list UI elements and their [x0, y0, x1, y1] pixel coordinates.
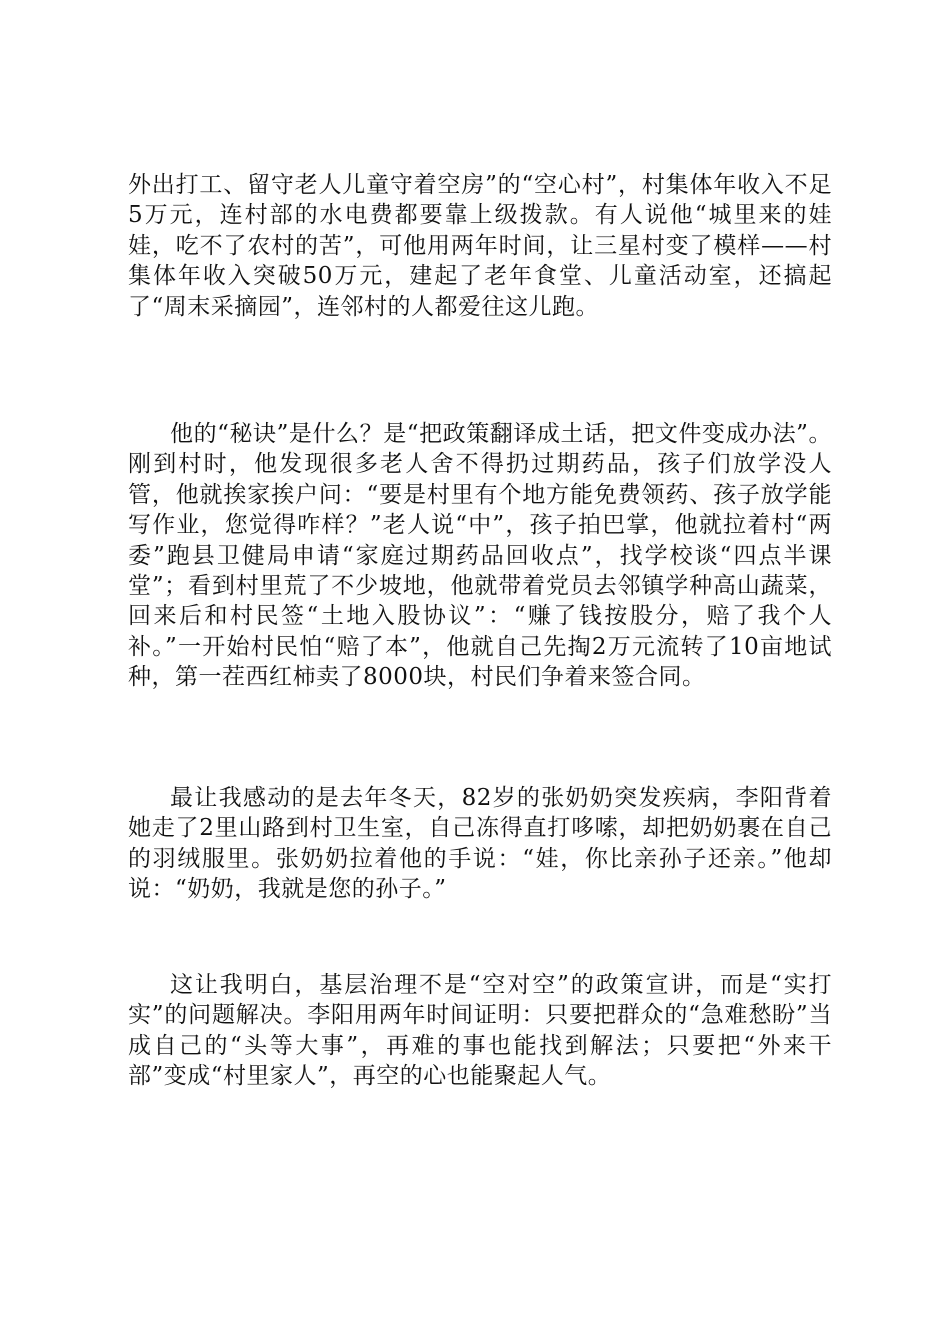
paragraph-1: 外出打工、留守老人儿童守着空房”的“空心村”，村集体年收入不足5万元，连村部的水电费都要靠上级拨款。有人说他“城里来的娃娃，吃不了农村的苦”，可他用两年时间，让三星村变了模样——村集体年收入突破50万元，建起了老年食堂、儿童活动室，还搞起了“周末采摘园”，连邻村的人都爱往这儿跑。	[128, 172, 832, 320]
paragraph-4: 这让我明白，基层治理不是“空对空”的政策宣讲，而是“实打实”的问题解决。李阳用两年时间证明：只要把群众的“急难愁盼”当成自己的“头等大事”，再难的事也能找到解法；只要把“外来干部”变成“村里家人”，再空的心也能聚起人气。	[128, 972, 832, 1090]
paragraph-3: 最让我感动的是去年冬天，82岁的张奶奶突发疾病，李阳背着她走了2里山路到村卫生室，自己冻得直打哆嗦，却把奶奶裹在自己的羽绒服里。张奶奶拉着他的手说：“娃，你比亲孙子还亲。”他却说：“奶奶，我就是您的孙子。”	[128, 785, 832, 903]
paragraph-2: 他的“秘诀”是什么？是“把政策翻译成土话，把文件变成办法”。刚到村时，他发现很多老人舍不得扔过期药品，孩子们放学没人管，他就挨家挨户问：“要是村里有个地方能免费领药、孩子放学能写作业，您觉得咋样？”老人说“中”，孩子拍巴掌，他就拉着村“两委”跑县卫健局申请“家庭过期药品回收点”，找学校谈“四点半课堂”；看到村里荒了不少坡地，他就带着党员去邻镇学种高山蔬菜，回来后和村民签“土地入股协议”：“赚了钱按股分，赔了我个人补。”一开始村民怕“赔了本”，他就自己先掏2万元流转了10亩地试种，第一茬西红柿卖了8000块，村民们争着来签合同。	[128, 421, 832, 691]
